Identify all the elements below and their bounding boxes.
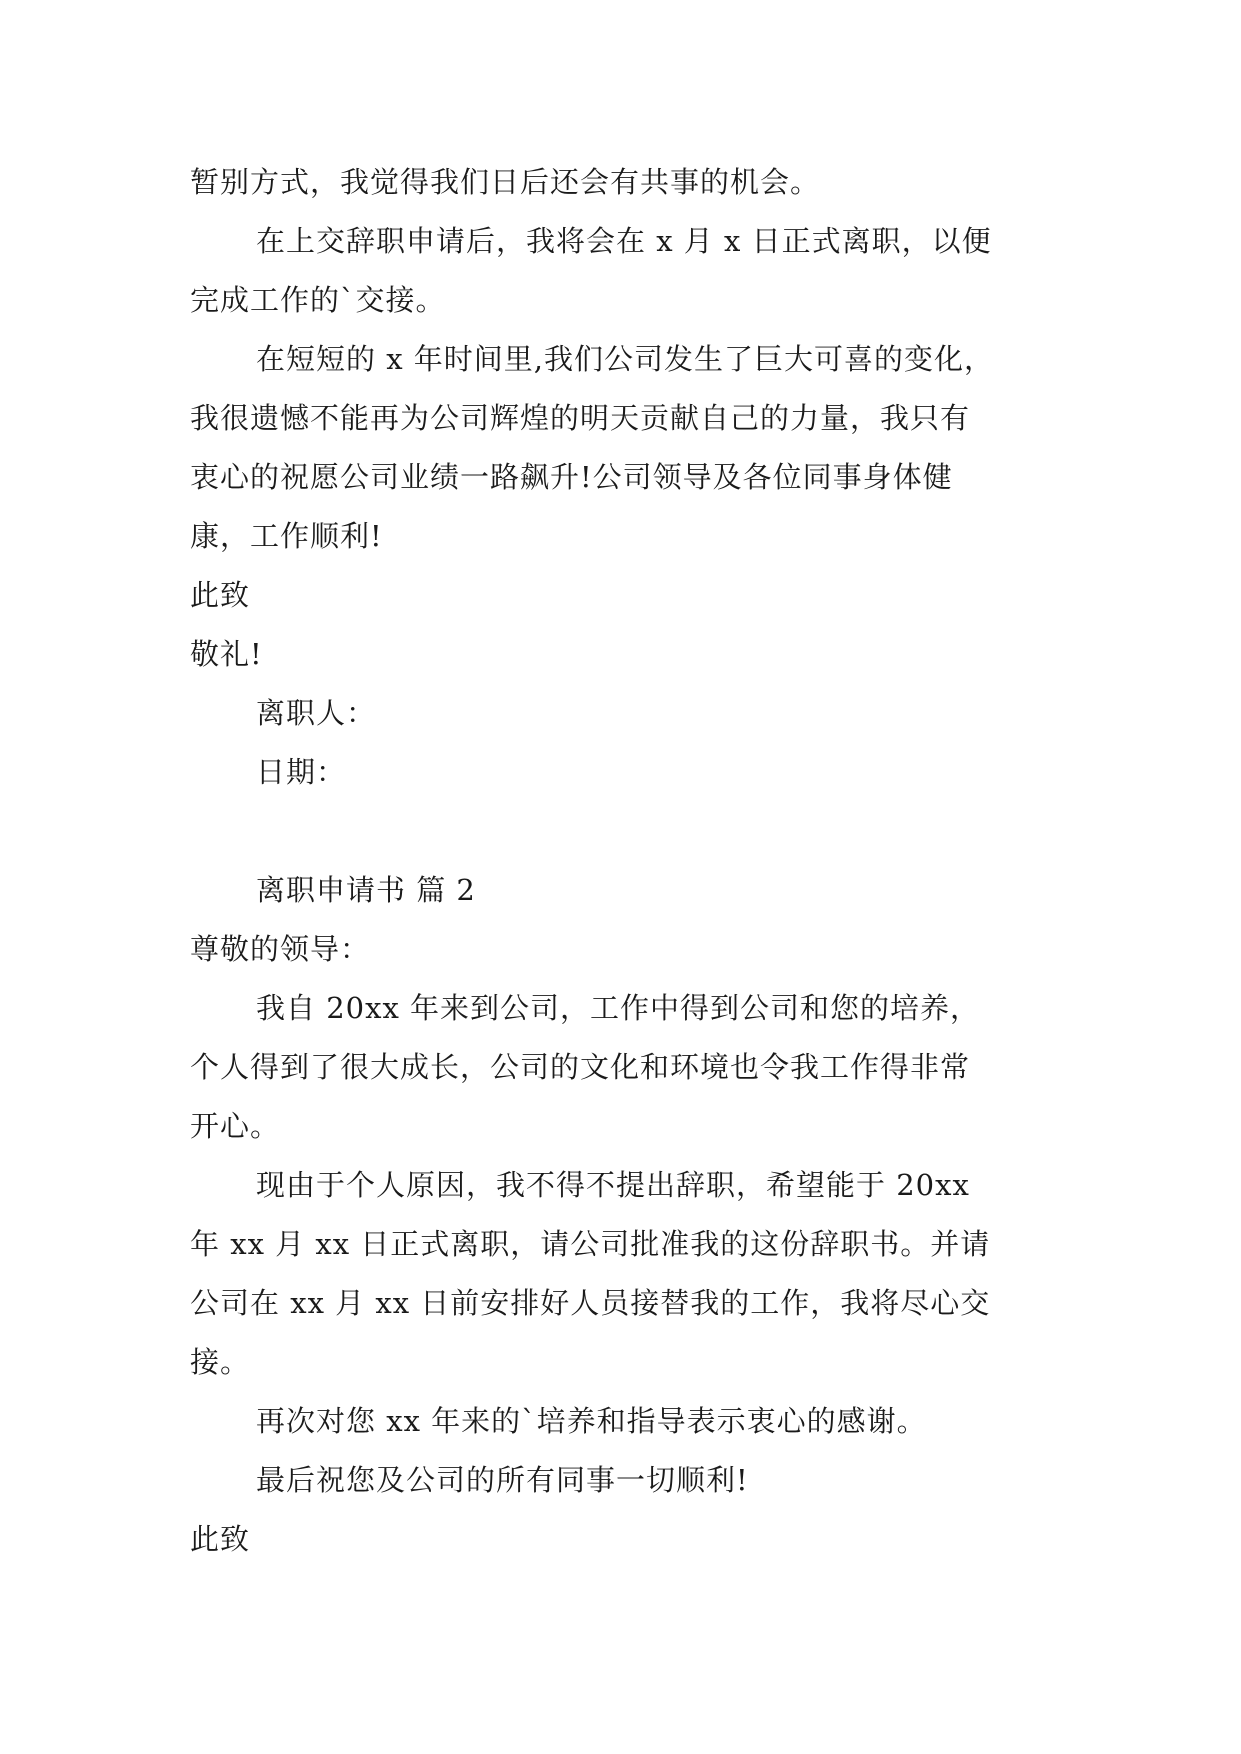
paragraph-line: 在短短的 x 年时间里,我们公司发生了巨大可喜的变化，: [256, 342, 995, 376]
paragraph-line: 年 xx 月 xx 日正式离职，请公司批准我的这份辞职书。并请: [190, 1227, 991, 1261]
paragraph-line: 我自 20xx 年来到公司，工作中得到公司和您的培养，: [256, 991, 981, 1025]
paragraph-line: 接。: [190, 1345, 251, 1379]
paragraph-line: 开心。: [190, 1109, 281, 1143]
paragraph-line: 我很遗憾不能再为公司辉煌的明天贡献自己的力量，我只有: [190, 401, 971, 435]
document-body: [190, 153, 1060, 1569]
closing-text: 此致: [190, 1522, 251, 1556]
paragraph-line: 个人得到了很大成长，公司的文化和环境也令我工作得非常: [190, 1050, 971, 1084]
paragraph-line: 康，工作顺利!: [190, 519, 383, 553]
greeting-text: 尊敬的领导：: [190, 932, 371, 966]
resigner-label: 离职人：: [256, 696, 377, 730]
paragraph-line: 再次对您 xx 年来的`培养和指导表示衷心的感谢。: [256, 1404, 927, 1438]
date-label: 日期：: [256, 755, 347, 789]
paragraph-line: 现由于个人原因，我不得不提出辞职，希望能于 20xx: [256, 1168, 970, 1202]
section-heading: 离职申请书 篇 2: [256, 873, 476, 907]
paragraph-line: 在上交辞职申请后，我将会在 x 月 x 日正式离职，以便: [256, 224, 992, 258]
closing-text: 此致: [190, 578, 251, 612]
paragraph-line: 最后祝您及公司的所有同事一切顺利!: [256, 1463, 749, 1497]
paragraph-line: 衷心的祝愿公司业绩一路飙升!公司领导及各位同事身体健: [190, 460, 953, 494]
salute-text: 敬礼!: [190, 637, 263, 671]
paragraph-line: 完成工作的`交接。: [190, 283, 446, 317]
paragraph-line: 暂别方式，我觉得我们日后还会有共事的机会。: [190, 165, 821, 199]
paragraph-line: 公司在 xx 月 xx 日前安排好人员接替我的工作，我将尽心交: [190, 1286, 991, 1320]
section-gap: [190, 802, 1060, 861]
